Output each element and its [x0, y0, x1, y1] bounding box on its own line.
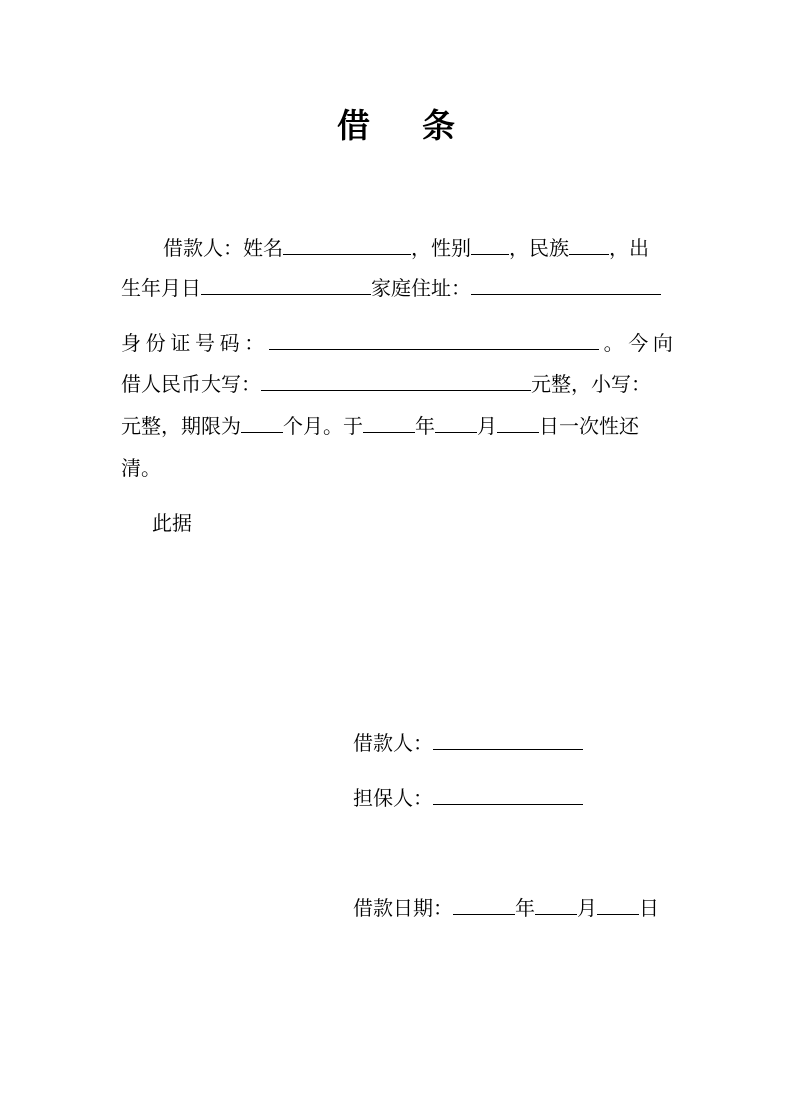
- loan-day-label: 日: [639, 896, 659, 920]
- repay-day-blank[interactable]: [497, 412, 539, 433]
- address-label: 家庭住址：: [371, 276, 471, 300]
- birth-date-label: 生年月日: [121, 276, 201, 300]
- today-char: 今: [628, 331, 649, 355]
- guarantor-signature-blank[interactable]: [433, 784, 583, 805]
- period-label: 元整，期限为: [121, 414, 241, 438]
- today-char: 。: [603, 331, 624, 355]
- amount-lowercase-label: 元整，小写：: [531, 372, 651, 396]
- paragraph-line-6: [121, 454, 673, 482]
- evidence-text: [152, 509, 272, 537]
- paragraph-line-2: [121, 274, 673, 302]
- borrower-signature-label: 借款人：: [353, 731, 433, 755]
- birth-date-blank[interactable]: [201, 274, 371, 295]
- rmb-uppercase-label: 借人民币大写：: [121, 372, 261, 396]
- evidence-label: 此据: [152, 511, 192, 535]
- borrower-name-blank[interactable]: [283, 234, 411, 255]
- page-title: [0, 104, 792, 148]
- paragraph-line-3: [121, 329, 673, 357]
- id-label-char: 号: [194, 331, 215, 355]
- amount-uppercase-blank[interactable]: [261, 370, 531, 391]
- repay-label: 日一次性还: [539, 414, 639, 438]
- guarantor-signature-label: 担保人：: [353, 786, 433, 810]
- borrower-signature-blank[interactable]: [433, 729, 583, 750]
- today-char: 向: [652, 331, 673, 355]
- month-label: 月: [477, 414, 497, 438]
- loan-date-label: 借款日期：: [353, 896, 453, 920]
- paragraph-line-4: [121, 370, 673, 398]
- repay-month-blank[interactable]: [435, 412, 477, 433]
- id-label-char: 证: [170, 331, 191, 355]
- paragraph-end: 清。: [121, 456, 161, 480]
- birth-prefix: ，出: [609, 236, 649, 260]
- months-label: 个月。于: [283, 414, 363, 438]
- id-number-blank[interactable]: [269, 329, 599, 350]
- title-char-2: 条: [422, 106, 455, 145]
- address-blank[interactable]: [471, 274, 661, 295]
- loan-date: [353, 894, 659, 922]
- paragraph-line-5: [121, 412, 673, 440]
- loan-day-blank[interactable]: [597, 894, 639, 915]
- id-label-char: 码: [219, 331, 240, 355]
- borrower-name-label: 借款人：姓名: [163, 236, 283, 260]
- loan-month-blank[interactable]: [535, 894, 577, 915]
- id-label-char: 身: [121, 331, 141, 355]
- months-blank[interactable]: [241, 412, 283, 433]
- borrower-signature: [353, 729, 583, 757]
- loan-month-label: 月: [577, 896, 597, 920]
- loan-year-blank[interactable]: [453, 894, 515, 915]
- gender-blank[interactable]: [471, 234, 509, 255]
- paragraph-line-1: [121, 234, 673, 262]
- title-char-1: 借: [337, 106, 370, 145]
- id-label-char: 份: [145, 331, 166, 355]
- repay-year-blank[interactable]: [363, 412, 415, 433]
- gender-label: ，性别: [411, 236, 471, 260]
- ethnicity-blank[interactable]: [569, 234, 609, 255]
- loan-year-label: 年: [515, 896, 535, 920]
- guarantor-signature: [353, 784, 583, 812]
- id-label-char: ：: [244, 331, 265, 355]
- year-label: 年: [415, 414, 435, 438]
- ethnicity-label: ，民族: [509, 236, 569, 260]
